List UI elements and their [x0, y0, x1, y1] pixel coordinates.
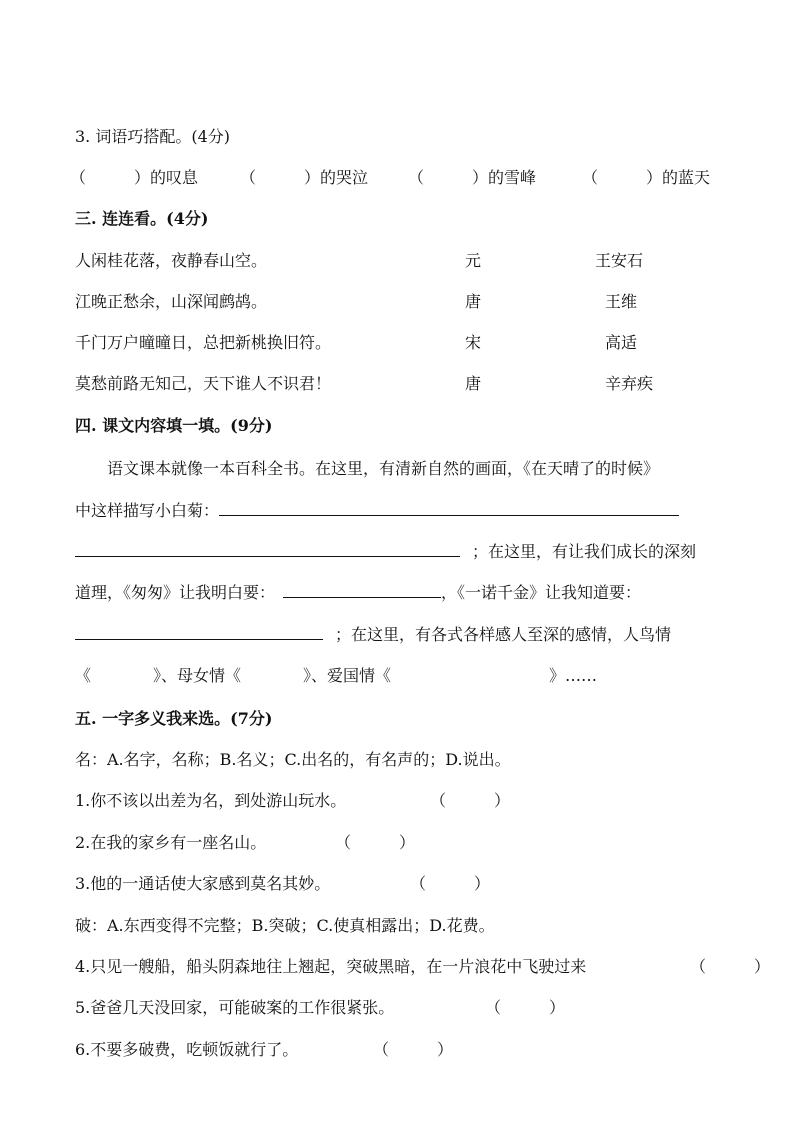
- collocation-item-1[interactable]: （ ）的叹息: [70, 168, 199, 187]
- dynasty-3[interactable]: 宋: [465, 333, 482, 352]
- fill-text: 》、母女情《: [153, 666, 242, 685]
- question-text: 6.不要多破费，吃顿饭就行了。: [75, 1040, 299, 1059]
- dynasty-2[interactable]: 唐: [465, 292, 482, 311]
- choice-question-1: [75, 790, 511, 812]
- dynasty-1[interactable]: 元: [465, 251, 482, 270]
- answer-paren-3[interactable]: （ ）: [410, 874, 491, 893]
- fill-text: ；在这里，有让我们成长的深刻: [472, 542, 697, 561]
- question-text: 2.在我的家乡有一座名山。: [75, 833, 267, 852]
- question-text: 5.爸爸几天没回家，可能破案的工作很紧张。: [75, 998, 395, 1017]
- answer-paren-6[interactable]: （ ）: [373, 1040, 454, 1059]
- question-text: 4.只见一艘船，船头阴森地往上翘起，突破黑暗，在一片浪花中飞驶过来: [75, 957, 587, 976]
- fill-text: 《: [75, 666, 92, 685]
- definition-ming: 名：A.名字，名称；B.名义；C.出名的，有名声的；D.说出。: [75, 750, 511, 769]
- fill-text: 》、爱国情《: [303, 666, 392, 685]
- poet-2[interactable]: 王维: [605, 292, 638, 311]
- poem-line-4[interactable]: 莫愁前路无知己，天下谁人不识君！: [75, 374, 332, 393]
- fill-text: 》……: [549, 666, 598, 685]
- fill-paragraph-line-5: [75, 624, 671, 646]
- poem-line-2[interactable]: 江晚正愁余，山深闻鹧鸪。: [75, 292, 268, 311]
- choice-question-6: [75, 1039, 454, 1061]
- dynasty-4[interactable]: 唐: [465, 374, 482, 393]
- answer-paren-4[interactable]: （ ）: [690, 957, 771, 976]
- answer-paren-1[interactable]: （ ）: [430, 791, 511, 810]
- choice-question-3: [75, 873, 491, 895]
- poet-1[interactable]: 王安石: [595, 251, 644, 270]
- collocation-item-2[interactable]: （ ）的哭泣: [240, 168, 369, 187]
- poet-4[interactable]: 辛弃疾: [605, 374, 654, 393]
- fill-text: ，《一诺千金》让我知道要：: [441, 583, 642, 602]
- answer-blank-1[interactable]: [219, 501, 679, 516]
- question-text: 1.你不该以出差为名，到处游山玩水。: [75, 791, 347, 810]
- answer-paren-5[interactable]: （ ）: [485, 998, 566, 1017]
- collocation-item-4[interactable]: （ ）的蓝天: [582, 168, 711, 187]
- choice-question-5: [75, 997, 566, 1019]
- fill-paragraph-line-2: [75, 500, 679, 522]
- answer-blank-4[interactable]: [75, 625, 323, 640]
- question-3-title: 3. 词语巧搭配。(4分): [75, 127, 231, 146]
- answer-blank-3[interactable]: [283, 583, 441, 598]
- fill-paragraph-line-4: [75, 582, 641, 604]
- fill-text: 道理，《匆匆》让我明白要：: [75, 583, 276, 602]
- fill-text: 中这样描写小白菊：: [75, 501, 220, 520]
- definition-po: 破：A.东西变得不完整；B.突破；C.使真相露出；D.花费。: [75, 916, 495, 935]
- poet-3[interactable]: 高适: [605, 333, 638, 352]
- fill-paragraph-line-1: 语文课本就像一本百科全书。在这里，有清新自然的画面，《在天晴了的时候》: [107, 459, 660, 478]
- question-text: 3.他的一通话使大家感到莫名其妙。: [75, 874, 331, 893]
- section-5-title: 五. 一字多义我来选。(7分): [75, 709, 273, 728]
- poem-line-3[interactable]: 千门万户曈曈日，总把新桃换旧符。: [75, 333, 332, 352]
- choice-question-2: [75, 832, 416, 854]
- fill-paragraph-line-3: [75, 541, 696, 563]
- answer-blank-2[interactable]: [75, 542, 460, 557]
- fill-text: ；在这里，有各式各样感人至深的感情，人鸟情: [335, 625, 672, 644]
- fill-paragraph-line-6: [75, 665, 597, 687]
- collocation-item-3[interactable]: （ ）的雪峰: [408, 168, 537, 187]
- poem-line-1[interactable]: 人闲桂花落，夜静春山空。: [75, 251, 268, 270]
- answer-paren-2[interactable]: （ ）: [335, 833, 416, 852]
- section-4-title: 四. 课文内容填一填。(9分): [75, 416, 273, 435]
- choice-question-4: [75, 956, 771, 978]
- section-3-title: 三. 连连看。(4分): [75, 209, 209, 228]
